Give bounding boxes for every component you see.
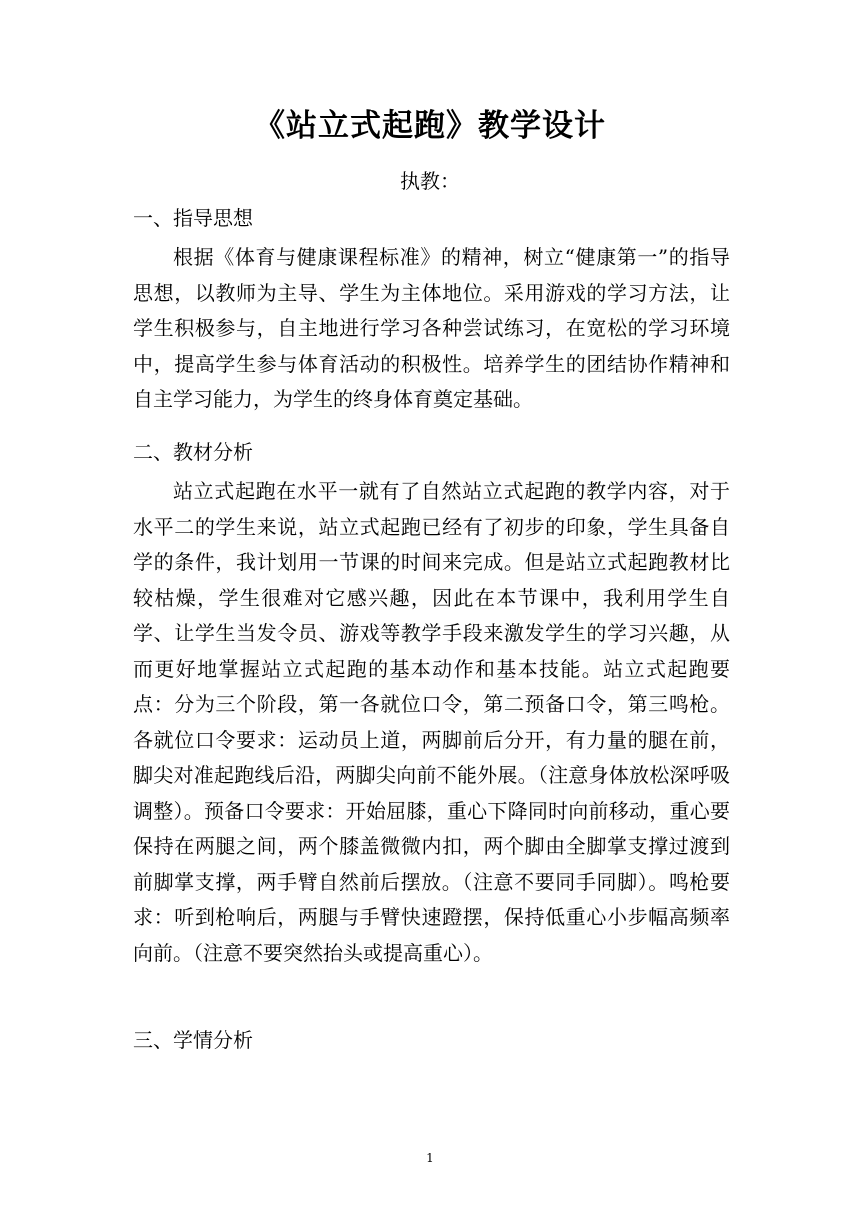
paragraph: 站立式起跑在水平一就有了自然站立式起跑的教学内容，对于水平二的学生来说，站立式起跑已经有了初步的印象，学生具备自学的条件，我计划用一节课的时间来完成。但是站立式起跑教材比较枯燥，学生很难对它感兴趣，因此在本节课中，我利用学生自学、让学生当发令员、游戏等教学手段来激发学生的学习兴趣，从而更好地掌握站立式起跑的基本动作和基本技能。站立式起跑要点：分为三个阶段，第一各就位口令，第二预备口令，第三鸣枪。各就位口令要求：运动员上道，两脚前后分开，有力量的腿在前，脚尖对准起跑线后沿，两脚尖向前不能外展。（注意身体放松深呼吸调整）。预备口令要求：开始屈膝，重心下降同时向前移动，重心要保持在两腿之间，两个膝盖微微内扣，两个脚由全脚掌支撑过渡到前脚掌支撑，两手臂自然前后摆放。（注意不要同手同脚）。鸣枪要求：听到枪响后，两腿与手臂快速蹬摆，保持低重心小步幅高频率向前。（注意不要突然抬头或提高重心）。 bbox=[133, 479, 730, 965]
section-body-material-analysis bbox=[133, 474, 730, 971]
section-heading-guiding-ideology: 一、指导思想 bbox=[133, 206, 253, 230]
section-heading-student-analysis: 三、学情分析 bbox=[133, 1028, 253, 1052]
section-heading-material-analysis: 二、教材分析 bbox=[133, 440, 253, 464]
page-number: 1 bbox=[426, 1151, 434, 1165]
section-body-guiding-ideology bbox=[133, 240, 730, 418]
paragraph: 根据《体育与健康课程标准》的精神，树立“健康第一”的指导思想，以教师为主导、学生为主体地位。采用游戏的学习方法，让学生积极参与，自主地进行学习各种尝试练习，在宽松的学习环境中，提高学生参与体育活动的积极性。培养学生的团结协作精神和自主学习能力，为学生的终身体育奠定基础。 bbox=[133, 245, 730, 411]
document-title: 《站立式起跑》教学设计 bbox=[254, 108, 606, 144]
author-line: 执教： bbox=[400, 169, 460, 193]
